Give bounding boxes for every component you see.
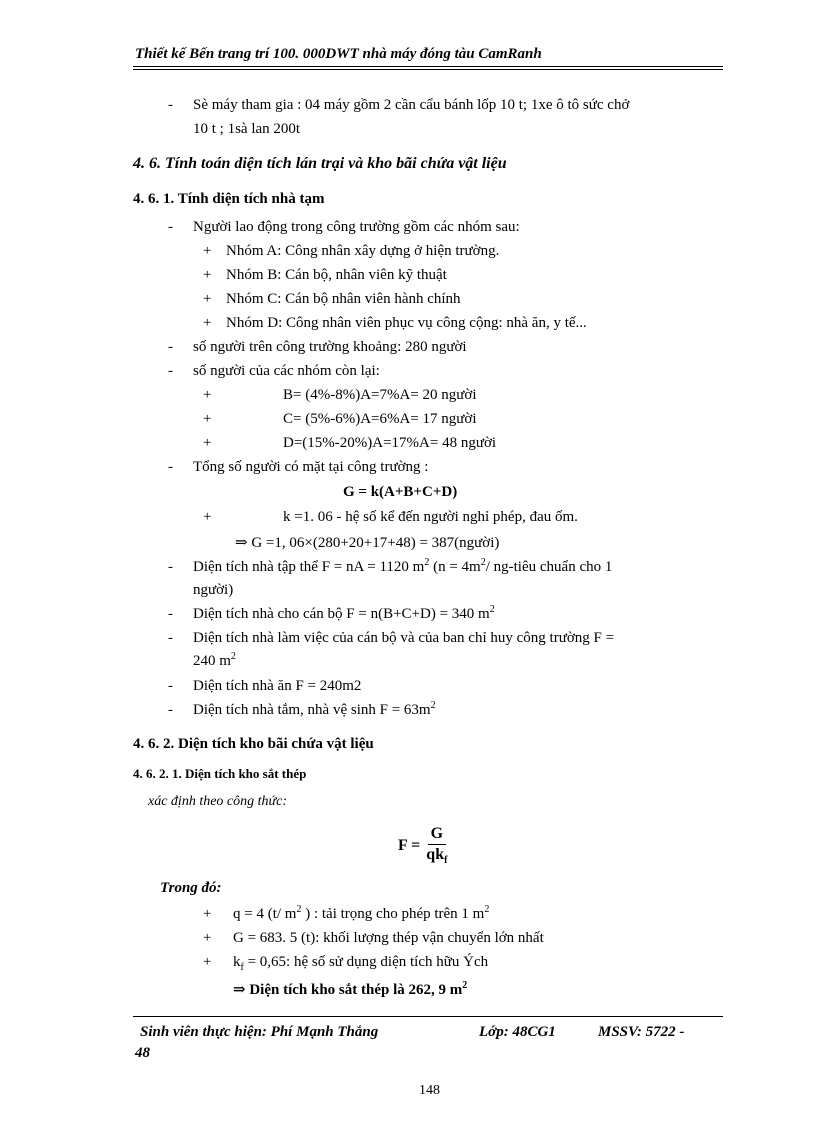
formula-g: G = k(A+B+C+D) xyxy=(343,484,458,500)
dash-bullet: - xyxy=(168,363,173,379)
dash-bullet: - xyxy=(168,219,173,235)
dorm-area-line-2: người) xyxy=(193,582,234,598)
dash-bullet: - xyxy=(168,97,173,113)
formula-intro: xác định theo công thức: xyxy=(148,794,288,809)
canteen-area: Diện tích nhà ăn F = 240m2 xyxy=(193,678,362,694)
footer-class: Lớp: 48CG1 xyxy=(479,1024,556,1040)
plus-bullet: + xyxy=(203,435,212,451)
workers-intro: Người lao động trong công trường gồm các nhóm sau: xyxy=(193,219,520,235)
office-area-line-2: 240 $m^2$ xyxy=(193,651,236,669)
formula-f-denominator: $qk_f$ xyxy=(426,846,448,867)
area-result: ⇒ Diện tích kho sắt thép là 262, 9 $m^2$ xyxy=(233,980,468,998)
plus-bullet: + xyxy=(203,954,212,970)
plus-bullet: + xyxy=(203,387,212,403)
formula-f-lhs: F = xyxy=(398,836,421,854)
plus-bullet: + xyxy=(203,243,212,259)
group-a: Nhóm A: Công nhân xây dựng ở hiện trường. xyxy=(226,243,500,259)
grand-total-intro: Tổng số người có mặt tại công trường : xyxy=(193,459,429,475)
dash-bullet: - xyxy=(168,678,173,694)
param-kf: $k_f = 0,65$: hệ số sử dụng diện tích hữu Ých xyxy=(233,954,489,973)
count-c: C= (5%-6%)A=6%A= 17 người xyxy=(283,411,477,427)
param-q: q = 4 (t/ $m^2$ ) : tải trọng cho phép trên 1 $m^2$ xyxy=(233,904,490,922)
plus-bullet: + xyxy=(203,315,212,331)
plus-bullet: + xyxy=(203,930,212,946)
others-intro: số người của các nhóm còn lại: xyxy=(193,363,380,379)
page-number: 148 xyxy=(419,1083,440,1098)
footer-student: Sinh viên thực hiện: Phí Mạnh Thắng xyxy=(140,1024,379,1040)
dash-bullet: - xyxy=(168,339,173,355)
param-g: G = 683. 5 (t): khối lượng thép vận chuyển lớn nhất xyxy=(233,930,544,946)
dorm-area-line-1: Diện tích nhà tập thể F = nA = 1120 $m^2$ ($n = 4m^2/$ ng-tiêu chuẩn cho 1 xyxy=(193,557,613,575)
count-b: B= (4%-8%)A=7%A= 20 người xyxy=(283,387,477,403)
formula-f xyxy=(398,825,447,866)
dash-bullet: - xyxy=(168,702,173,718)
group-c: Nhóm C: Cán bộ nhân viên hành chính xyxy=(226,291,461,307)
section-heading-4-6-1: 4. 6. 1. Tính diện tích nhà tạm xyxy=(133,191,325,207)
footer-mssv: MSSV: 5722 - xyxy=(598,1024,685,1040)
footer-mssv-cont: 48 xyxy=(135,1045,150,1061)
group-d: Nhóm D: Công nhân viên phục vụ công cộng: nhà ăn, y tế... xyxy=(226,315,587,331)
header-rule-bottom xyxy=(133,69,723,70)
plus-bullet: + xyxy=(203,411,212,427)
machines-line-2: 10 t ; 1sà lan 200t xyxy=(193,121,301,137)
plus-bullet: + xyxy=(203,267,212,283)
staff-area: Diện tích nhà cho cán bộ F = n(B+C+D) = 340 $m^2$ xyxy=(193,604,495,622)
where-label: Trong đó: xyxy=(160,880,222,896)
k-coefficient-note: k =1. 06 - hệ số kể đến người nghỉ phép, đau ốm. xyxy=(283,509,578,525)
section-heading-4-6: 4. 6. Tính toán diện tích lán trại và kho bãi chứa vật liệu xyxy=(133,155,507,172)
dash-bullet: - xyxy=(168,559,173,575)
total-on-site: số người trên công trường khoảng: 280 người xyxy=(193,339,467,355)
section-heading-4-6-2: 4. 6. 2. Diện tích kho bãi chứa vật liệu xyxy=(133,736,374,752)
g-result: ⇒ G =1, 06×(280+20+17+48) = 387(người) xyxy=(235,535,500,551)
count-d: D=(15%-20%)A=17%A= 48 người xyxy=(283,435,497,451)
office-area-line-1: Diện tích nhà làm việc của cán bộ và của ban chỉ huy công trường F = xyxy=(193,630,615,646)
plus-bullet: + xyxy=(203,291,212,307)
plus-bullet: + xyxy=(203,906,212,922)
formula-f-numerator: G xyxy=(428,825,446,845)
dash-bullet: - xyxy=(168,630,173,646)
bath-area: Diện tích nhà tắm, nhà vệ $\sinh F = 63m^2$ xyxy=(193,700,436,718)
group-b: Nhóm B: Cán bộ, nhân viên kỹ thuật xyxy=(226,267,447,283)
header-rule-top xyxy=(133,66,723,67)
section-heading-4-6-2-1: 4. 6. 2. 1. Diện tích kho sắt thép xyxy=(133,766,307,781)
dash-bullet: - xyxy=(168,606,173,622)
dash-bullet: - xyxy=(168,459,173,475)
plus-bullet: + xyxy=(203,509,212,525)
machines-line-1: Sè máy tham gia : 04 máy gồm 2 cần cẩu bánh lốp 10 t; 1xe ô tô sức chở xyxy=(193,97,630,113)
running-header: Thiết kế Bến trang trí 100. 000DWT nhà máy đóng tàu CamRanh xyxy=(135,46,542,62)
footer-rule xyxy=(133,1016,723,1017)
